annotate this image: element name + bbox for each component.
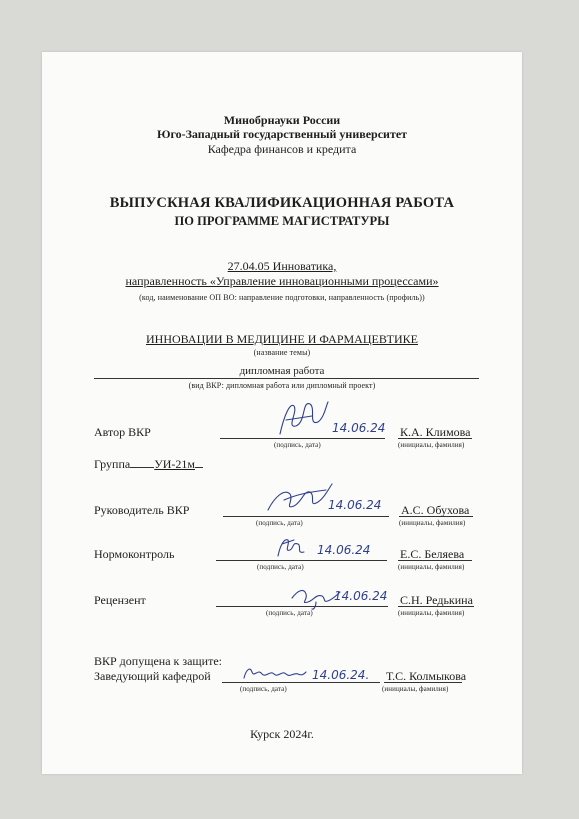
head-name: Т.С. Колмыкова [386, 669, 467, 683]
reviewer-name-line [398, 606, 474, 607]
author-sign-caption: (подпись, дата) [274, 441, 321, 449]
group-label: Группа [94, 457, 131, 471]
city-year: Курск 2024г. [250, 727, 314, 741]
group-row [94, 457, 203, 472]
svg-text:14.06.24: 14.06.24 [332, 421, 386, 435]
topic-caption: (название темы) [253, 348, 311, 357]
author-label: Автор ВКР [94, 425, 151, 439]
normcontrol-signature [274, 534, 308, 562]
head-name-caption: (инициалы, фамилия) [382, 685, 449, 693]
head-sign-caption: (подпись, дата) [240, 685, 287, 693]
reviewer-name: С.Н. Редькина [400, 593, 473, 607]
program-direction: направленность «Управление инновационными процессами» [125, 274, 439, 288]
supervisor-date-handwriting [328, 493, 388, 517]
author-name: К.А. Климова [400, 425, 471, 439]
author-name-caption: (инициалы, фамилия) [398, 441, 465, 449]
ministry-name: Минобрнауки России [223, 113, 341, 127]
supervisor-name-caption: (инициалы, фамилия) [399, 519, 466, 527]
program-code: 27.04.05 Инноватика, [227, 259, 337, 273]
svg-text:14.06.24: 14.06.24 [328, 498, 382, 512]
normcontrol-name: Е.С. Беляева [400, 547, 465, 561]
normcontrol-date-handwriting [317, 538, 377, 562]
supervisor-sign-caption: (подпись, дата) [256, 519, 303, 527]
reviewer-date-handwriting [334, 584, 394, 608]
university-name: Юго-Западный государственный университет [156, 127, 408, 141]
head-name-line [384, 682, 462, 683]
head-signature [242, 664, 308, 684]
svg-text:14.06.24: 14.06.24 [334, 589, 388, 603]
admission-text: ВКР допущена к защите: [94, 654, 222, 668]
work-type-line [94, 378, 479, 379]
document-page [42, 52, 522, 774]
supervisor-signature [264, 480, 334, 520]
document-subtitle: ПО ПРОГРАММЕ МАГИСТРАТУРЫ [174, 214, 390, 228]
head-label: Заведующий кафедрой [94, 669, 211, 683]
author-name-line [398, 438, 472, 439]
supervisor-name: А.С. Обухова [401, 503, 470, 517]
document-title: ВЫПУСКНАЯ КВАЛИФИКАЦИОННАЯ РАБОТА [109, 195, 455, 211]
normcontrol-label: Нормоконтроль [94, 547, 175, 561]
svg-text:14.06.24: 14.06.24 [317, 543, 371, 557]
author-date-handwriting [332, 414, 392, 438]
work-type-caption: (вид ВКР: дипломная работа или дипломный проект) [188, 381, 376, 390]
supervisor-name-line [399, 516, 473, 517]
topic-value: ИННОВАЦИИ В МЕДИЦИНЕ И ФАРМАЦЕВТИКЕ [146, 332, 418, 346]
department-name: Кафедра финансов и кредита [207, 142, 357, 156]
normcontrol-sign-caption: (подпись, дата) [257, 563, 304, 571]
work-type-value: дипломная работа [239, 365, 325, 377]
group-value: УИ-21м [154, 457, 195, 471]
normcontrol-name-caption: (инициалы, фамилия) [398, 563, 465, 571]
svg-text:14.06.24.: 14.06.24. [312, 668, 370, 682]
reviewer-sign-caption: (подпись, дата) [266, 609, 313, 617]
supervisor-label: Руководитель ВКР [94, 503, 190, 517]
reviewer-name-caption: (инициалы, фамилия) [398, 609, 465, 617]
program-caption: (код, наименование ОП ВО: направление подготовки, направленность (профиль)) [139, 293, 425, 302]
normcontrol-name-line [398, 560, 472, 561]
reviewer-label: Рецензент [94, 593, 146, 607]
head-date-handwriting [312, 664, 380, 686]
author-signature [272, 396, 332, 440]
